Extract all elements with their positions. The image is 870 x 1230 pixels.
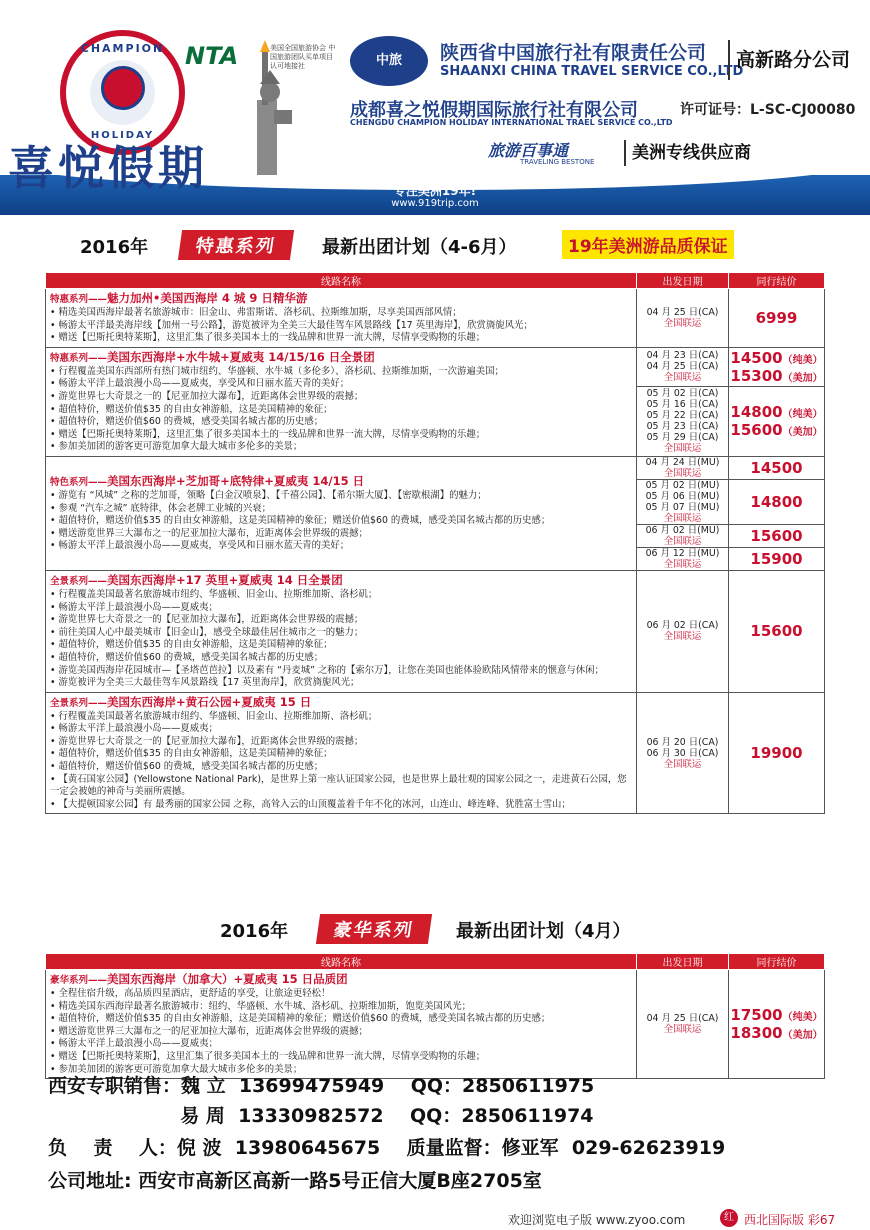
joint-transport: 全国联运 [663, 631, 702, 643]
joint-transport: 全国联运 [663, 443, 702, 455]
price-line [729, 367, 824, 385]
route-bullet: • 畅游太平洋上最浪漫小岛——夏威夷，享受风和日丽水蓝天青的美好； [50, 378, 350, 390]
route-bullet: • 超值特价，赠送价值$35 的自由女神游船，这是美国精神的象征；赠送价值$60 的费城，感受美国名城古都的历史感； [50, 515, 551, 527]
price-value: 15900 [750, 549, 803, 568]
route-prefix: 全景系列—— [50, 697, 108, 709]
route-bullet: • 精选美国西海岸最著名旅游城市：旧金山、弗雷斯诺、洛杉矶、拉斯维加斯，尽享美国西部风情； [50, 307, 462, 318]
footer-text[interactable]: 欢迎浏览电子版 www.zyoo.com [508, 1213, 686, 1227]
departure-date: 05 月 29 日(CA) [646, 432, 719, 444]
route-description [46, 289, 637, 348]
travel-bestone-subtitle: TRAVELING BESTONE [520, 158, 595, 166]
price-line [729, 493, 824, 511]
route-bullet: • 畅游太平洋上最浪漫小岛——夏威夷，享受风和日丽水蓝天青的美好； [50, 540, 350, 552]
route-bullet: • 畅游太平洋上最浪漫小岛——夏威夷； [50, 723, 218, 735]
route-bullet: • 超值特价，赠送价值$35 的自由女神游船，这是美国精神的象征；赠送价值$60 的费城，感受美国名城古都的历史感； [50, 1013, 551, 1025]
route-bullet: • 赠送【巴斯托奥特莱斯】，这里汇集了很多美国本土的一线品牌和世界一流大牌，尽情享受购物的乐趣； [50, 428, 486, 440]
route-bullet: • 精选美国东西海岸最著名旅游城市：纽约、华盛顿、水牛城、洛杉矶、拉斯维加斯，饱览美国风光； [50, 1000, 472, 1012]
route-description [46, 570, 637, 692]
section1-year: 2016年 [80, 237, 149, 258]
price-value: 18300 [730, 1024, 783, 1043]
chengdu-company-cn: 成都喜之悦假期国际旅行社有限公司 [350, 100, 638, 121]
contact-manager: 负 责 人：倪 波 13980645675 质量监督：修亚军 029-62623919 [48, 1137, 726, 1159]
price-cell [729, 347, 825, 386]
price-line [729, 459, 824, 477]
departure-date: 04 月 25 日(CA) [646, 361, 719, 373]
section2-year: 2016年 [220, 921, 289, 942]
footer-edition: 西北国际版 彩67 [744, 1213, 836, 1227]
logo-ring-top: CHAMPION [80, 42, 165, 55]
website-link[interactable]: www.919trip.com [391, 198, 479, 209]
route-title [50, 972, 632, 988]
price-cell [729, 386, 825, 456]
departure-dates [637, 289, 729, 348]
price-value: 14500 [730, 348, 783, 367]
route-bullet: • 游览有 “风城” 之称的芝加哥，领略【白金汉喷泉】、【千禧公园】、【希尔斯大厦】、【密歇根湖】的魅力； [50, 489, 487, 501]
route-bullet: • 赠送【巴斯托奥特莱斯】，这里汇集了很多美国本土的一线品牌和世界一流大牌，尽情享受购物的乐趣； [50, 1050, 486, 1062]
departure-date: 06 月 02 日(CA) [646, 620, 719, 632]
departure-date: 05 月 23 日(CA) [646, 421, 719, 433]
header-route: 线路名称 [46, 273, 637, 289]
price-value: 15600 [730, 421, 783, 440]
price-tag: （美加） [782, 1030, 823, 1042]
table-row [46, 456, 825, 479]
routes-table-1 [45, 272, 825, 814]
footer-badge-icon: 红 [720, 1209, 738, 1227]
chengdu-company-en: CHENGDU CHAMPION HOLIDAY INTERNATIONAL TRAEL SERVICE CO.,LTD [350, 118, 673, 127]
joint-transport: 全国联运 [663, 372, 702, 384]
section1-ribbon: 特惠系列 [178, 230, 294, 260]
route-prefix: 全景系列—— [50, 575, 108, 587]
route-bullet: • 参观 “汽车之城” 底特律，体会老牌工业城的兴衰； [50, 502, 272, 514]
logo-ring-bottom: HOLIDAY [90, 130, 155, 141]
route-title [50, 695, 632, 711]
departure-dates [637, 692, 729, 814]
route-name: 美国东西海岸+17 英里+夏威夷 14 日全景团 [107, 572, 343, 587]
departure-dates [637, 386, 729, 456]
joint-transport: 全国联运 [663, 758, 702, 770]
route-bullet: • 畅游太平洋上最浪漫小岛——夏威夷； [50, 1038, 218, 1050]
route-prefix: 特惠系列—— [50, 294, 108, 305]
price-cell [729, 547, 825, 570]
route-bullet: • 参加美加团的游客更可游览加拿大最大城市多伦多的美景； [50, 1063, 303, 1075]
route-bullet: • 前往美国人心中最美城市【旧金山】，感受全球最佳居住城市之一的魅力； [50, 626, 364, 638]
price-cell [729, 456, 825, 479]
route-description [46, 692, 637, 814]
price-line [729, 1006, 824, 1024]
price-line [729, 1024, 824, 1042]
price-line [729, 550, 824, 568]
departure-date: 04 月 25 日(CA) [646, 306, 719, 318]
departure-date: 05 月 16 日(CA) [646, 399, 719, 411]
header-price: 同行结价 [729, 273, 825, 289]
slogan: 专注美洲19年! [393, 184, 477, 198]
route-bullet: • 超值特价，赠送价值$60 的费城，感受美国名城古都的历史感； [50, 416, 324, 428]
route-bullet: • 超值特价，赠送价值$35 的自由女神游船，这是美国精神的象征； [50, 748, 333, 760]
table-row [46, 970, 825, 1079]
price-tag: （纯美） [782, 354, 823, 366]
departure-date: 04 月 24 日(MU) [645, 456, 720, 468]
route-bullet: • 超值特价，赠送价值$35 的自由女神游船，这是美国精神的象征； [50, 639, 333, 651]
price-cell [729, 692, 825, 814]
section2-ribbon: 豪华系列 [316, 914, 432, 944]
table-row [46, 289, 825, 348]
joint-transport: 全国联运 [663, 467, 702, 479]
route-bullet: • 游览世界七大奇景之一的【尼亚加拉大瀑布】，近距离体会世界级的震撼； [50, 390, 364, 402]
section1-plan: 最新出团计划（4-6月） [322, 237, 517, 258]
table-row [46, 692, 825, 814]
route-name: 美国东西海岸（加拿大）+夏威夷 15 日品质团 [107, 972, 348, 986]
route-prefix: 特色系列—— [50, 476, 108, 488]
price-value: 17500 [730, 1006, 783, 1025]
section1-title [0, 230, 870, 260]
header-date: 出发日期 [637, 954, 729, 970]
route-name: 魅力加州•美国西海岸 4 城 9 日精华游 [107, 291, 308, 305]
route-bullet: • 游览世界七大奇景之一的【尼亚加拉大瀑布】，近距离体会世界级的震撼； [50, 614, 364, 626]
nta-subtitle: 美国全国旅游协会 中国旅游团队买单项目 认可地接社 [270, 44, 336, 70]
route-name: 美国东西海岸+水牛城+夏威夷 14/15/16 日全景团 [107, 349, 375, 364]
price-line [729, 349, 824, 367]
route-bullet: • 【黄石国家公园】(Yellowstone National Park)，是世界上第一座认证国家公园，也是世界上最壮观的国家公园之一，走进黄石公园，您一定会被她的神奇与美丽所震撼。 [50, 773, 627, 798]
travel-bestone-logo: 旅游百事通 [488, 141, 569, 160]
table-header-row [46, 954, 825, 970]
price-line [729, 527, 824, 545]
section2-title [0, 912, 870, 942]
route-bullet: • 赠送【巴斯托奥特莱斯】，这里汇集了很多美国本土的一线品牌和世界一流大牌，尽情享受购物的乐趣； [50, 332, 486, 344]
routes-table-2 [45, 953, 825, 1079]
departure-date: 04 月 25 日(CA) [646, 1013, 719, 1025]
route-bullet: • 参加美加团的游客更可游览加拿大最大城市多伦多的美景； [50, 441, 303, 453]
price-line [729, 744, 824, 762]
joint-transport: 全国联运 [663, 535, 702, 547]
price-value: 14500 [750, 458, 803, 477]
price-tag: （纯美） [782, 409, 823, 421]
departure-date: 05 月 22 日(CA) [646, 410, 719, 422]
departure-date: 05 月 02 日(CA) [646, 388, 719, 400]
route-bullet: • 畅游太平洋上最浪漫小岛——夏威夷； [50, 601, 218, 613]
contact-sales-1: 西安专职销售：魏 立 13699475949 QQ：2850611975 [48, 1075, 595, 1097]
price-line [729, 309, 824, 327]
route-bullet: • 游览美国西海岸花园城市—【圣塔芭芭拉】以及素有 “丹麦城” 之称的【索尔万】，让您在美国也能体验欧陆风情带来的惬意与休闲； [50, 664, 604, 676]
route-description [46, 456, 637, 570]
route-bullet: • 行程覆盖美国最著名旅游城市纽约、华盛顿、旧金山、拉斯维加斯、洛杉矶； [50, 588, 378, 600]
departure-dates [637, 479, 729, 524]
departure-date: 06 月 30 日(CA) [646, 747, 719, 759]
quality-guarantee: 19年美洲游品质保证 [562, 230, 734, 259]
price-line [729, 622, 824, 640]
route-bullet: • 超值特价，赠送价值$35 的自由女神游船，这是美国精神的象征； [50, 403, 333, 415]
price-value: 14800 [750, 492, 803, 511]
route-bullet: • 全程住宿升级，高品质四星酒店，更舒适的享受，让旅途更轻松！ [50, 988, 331, 999]
price-value: 14800 [730, 403, 783, 422]
route-title [50, 350, 632, 366]
price-tag: （美加） [782, 427, 823, 439]
departure-date: 04 月 23 日(CA) [646, 350, 719, 362]
contact-sales-2: 易 周 13330982572 QQ：2850611974 [48, 1105, 594, 1127]
route-description [46, 970, 637, 1079]
route-description [46, 347, 637, 456]
route-bullet: • 赠送游览世界三大瀑布之一的尼亚加拉大瀑布，近距离体会世界级的震撼； [50, 527, 368, 539]
departure-date: 06 月 02 日(MU) [645, 524, 720, 536]
price-value: 15600 [750, 526, 803, 545]
header-date: 出发日期 [637, 273, 729, 289]
cts-name-en: SHAANXI CHINA TRAVEL SERVICE CO.,LTD [440, 64, 744, 79]
route-bullet: • 畅游太平洋最美海岸线【加州一号公路】，游览被评为全美三大最佳驾车风景路线【17 英里海岸】，欣赏旖旎风光； [50, 319, 533, 331]
price-cell [729, 570, 825, 692]
section2-plan: 最新出团计划（4月） [456, 921, 631, 942]
price-tag: （美加） [782, 372, 823, 384]
supplier-label: 美洲专线供应商 [624, 140, 751, 166]
departure-dates [637, 347, 729, 386]
route-prefix: 特惠系列—— [50, 352, 108, 364]
route-name: 美国东西海岸+黄石公园+夏威夷 15 日 [107, 694, 312, 709]
route-bullet: • 行程覆盖美国最著名旅游城市纽约、华盛顿、旧金山、拉斯维加斯、洛杉矶； [50, 710, 378, 722]
cts-branch: 高新路分公司 [728, 40, 850, 80]
globe-icon [101, 66, 145, 110]
departure-dates [637, 547, 729, 570]
route-prefix: 豪华系列—— [50, 975, 108, 986]
departure-date: 05 月 06 日(MU) [645, 490, 720, 502]
departure-dates [637, 570, 729, 692]
cts-logo-icon: 中旅 [350, 36, 428, 86]
table-row [46, 347, 825, 386]
price-cell [729, 524, 825, 547]
departure-date: 06 月 12 日(MU) [645, 547, 720, 559]
license-number: 许可证号：L-SC-CJ00080 [680, 102, 856, 118]
route-bullet: • 超值特价，赠送价值$60 的费城，感受美国名城古都的历史感； [50, 651, 324, 663]
departure-dates [637, 970, 729, 1079]
company-address: 公司地址: 西安市高新区高新一路5号正信大厦B座2705室 [48, 1170, 542, 1192]
route-bullet: • 超值特价，赠送价值$60 的费城，感受美国名城古都的历史感； [50, 761, 324, 773]
route-bullet: • 游览世界七大奇景之一的【尼亚加拉大瀑布】，近距离体会世界级的震撼； [50, 735, 364, 747]
footer [0, 1208, 870, 1230]
price-value: 15300 [730, 366, 783, 385]
departure-date: 06 月 20 日(CA) [646, 736, 719, 748]
route-bullet: • 行程覆盖美国东西部所有热门城市纽约、华盛顿、水牛城（多伦多）、洛杉矶、拉斯维加斯，一次游遍美国； [50, 365, 504, 377]
table-row [46, 570, 825, 692]
joint-transport: 全国联运 [663, 512, 702, 524]
route-bullet: • 【大提顿国家公园】有 最秀丽的国家公园 之称，高耸入云的山顶覆盖着千年不化的冰河，山连山、峰连峰、犹胜富士雪山； [50, 798, 571, 810]
route-bullet: • 赠送游览世界三大瀑布之一的尼亚加拉大瀑布，近距离体会世界级的震撼； [50, 1025, 368, 1037]
joint-transport: 全国联运 [663, 1024, 702, 1036]
joint-transport: 全国联运 [663, 558, 702, 570]
table-header-row [46, 273, 825, 289]
route-name: 美国东西海岸+芝加哥+底特律+夏威夷 14/15 日 [107, 473, 365, 488]
price-value: 15600 [750, 622, 803, 641]
departure-date: 05 月 02 日(MU) [645, 479, 720, 491]
joint-transport: 全国联运 [663, 317, 702, 329]
route-title [50, 573, 632, 589]
departure-dates [637, 524, 729, 547]
price-value: 19900 [750, 744, 803, 763]
nta-logo: NTA [185, 42, 239, 70]
brand-name: 喜悦假期 [8, 141, 208, 195]
cts-name-cn: 陕西省中国旅行社有限责任公司 [440, 42, 707, 64]
departure-date: 05 月 07 日(MU) [645, 501, 720, 513]
route-bullet: • 游览被评为全美三大最佳驾车风景路线【17 英里海岸】，欣赏旖旎风光； [50, 677, 360, 689]
price-line [729, 421, 824, 439]
header-route: 线路名称 [46, 954, 637, 970]
header-price: 同行结价 [729, 954, 825, 970]
price-cell [729, 479, 825, 524]
price-tag: （纯美） [782, 1012, 823, 1024]
price-value: 6999 [755, 308, 798, 327]
departure-dates [637, 456, 729, 479]
route-title [50, 474, 632, 490]
price-cell [729, 289, 825, 348]
price-line [729, 403, 824, 421]
route-title [50, 291, 632, 307]
price-cell [729, 970, 825, 1079]
